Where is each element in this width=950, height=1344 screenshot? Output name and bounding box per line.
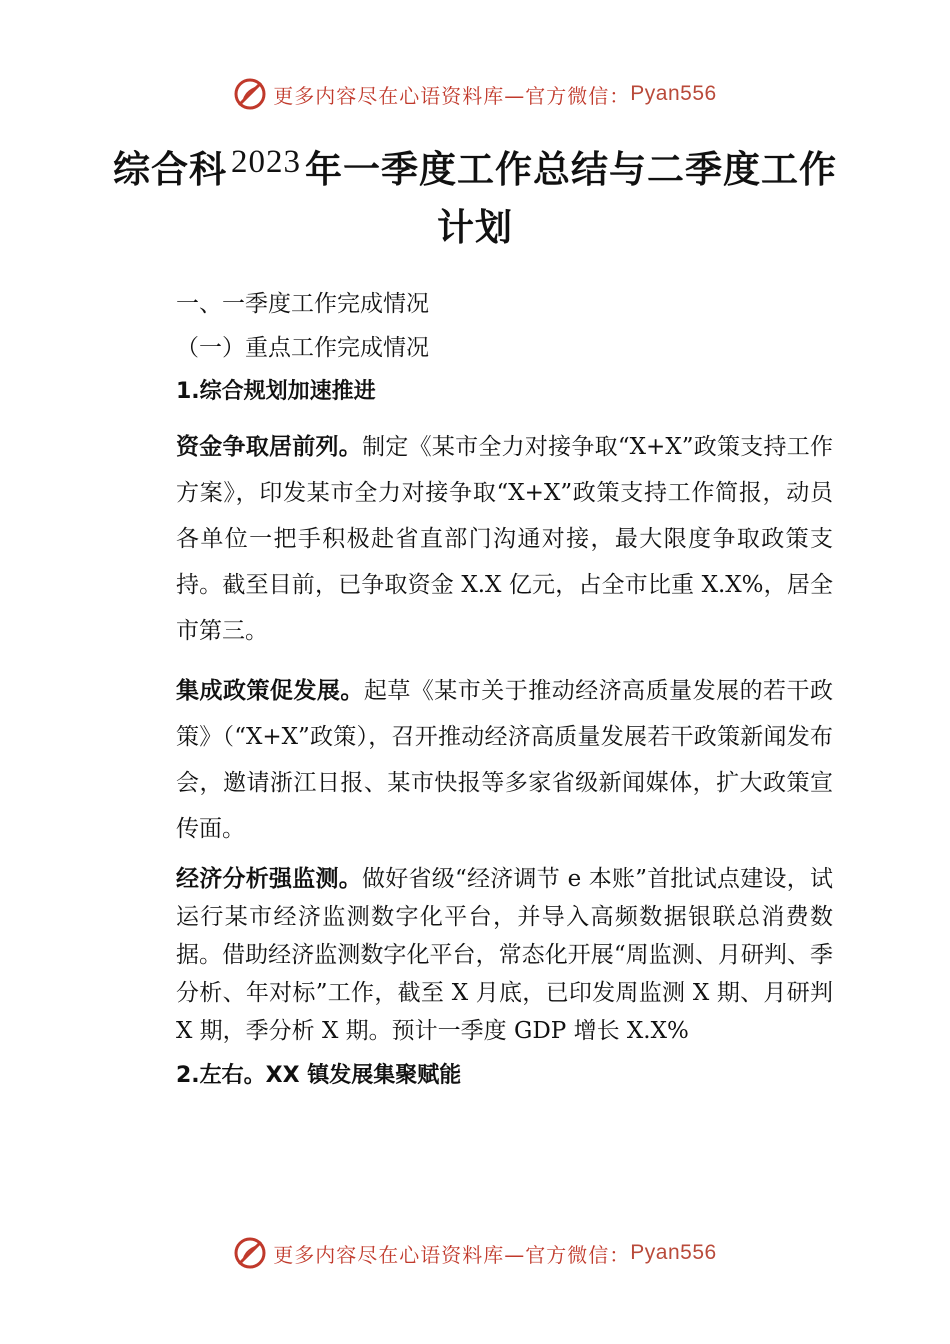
subsection-heading: （一）重点工作完成情况 [176, 335, 429, 361]
watermark-label: 更多内容尽在心语资料库—官方微信： [273, 1242, 631, 1267]
watermark-label: 更多内容尽在心语资料库—官方微信： [273, 83, 631, 108]
paragraph-policy [128, 668, 833, 852]
paragraph-lead: 集成政策促发展。 [176, 678, 364, 704]
watermark-header [0, 74, 950, 114]
section-heading: 一、一季度工作完成情况 [176, 291, 429, 317]
title-year: 2023 [231, 144, 301, 180]
paragraph-text: 起草《某市关于推动经济高质量发展的若干政策》（“X+X”政策），召开推动经济高质量发展若干政策新闻发布会，邀请浙江日报、某市快报等多家省级新闻媒体，扩大政策宣传面。 [176, 678, 834, 842]
watermark-handle: Pyan556 [630, 82, 717, 105]
title-part-2: 年一季度工作总结与二季度工作计划 [305, 148, 837, 249]
brand-logo-icon [233, 77, 267, 111]
paragraph-lead: 资金争取居前列。 [176, 434, 363, 460]
paragraph-text: 制定《某市全力对接争取“X+X”政策支持工作方案》，印发某市全力对接争取“X+X”政策支持工作简报，动员各单位一把手积极赴省直部门沟通对接，最大限度争取政策支持。截至目前，已争取资金 X.X 亿元，占全市比重 X.X%，居全市第三。 [176, 434, 834, 644]
paragraph-monitoring [128, 860, 833, 1050]
watermark-handle: Pyan556 [630, 1241, 717, 1264]
item-heading-2: 2.左右。XX 镇发展集聚赋能 [176, 1063, 462, 1088]
paragraph-lead: 经济分析强监测。 [176, 866, 362, 892]
document-body [128, 282, 833, 1098]
title-part-1: 综合科 [113, 148, 227, 191]
paragraph-text: 做好省级“经济调节 e 本账”首批试点建设，试运行某市经济监测数字化平台，并导入高频数据银联总消费数据。借助经济监测数字化平台，常态化开展“周监测、月研判、季分析、年对标”工作，截至 X 月底，已印发周监测 X 期、月研判 X 期，季分析 X 期。预计一季度 GDP 增长 X.X% [176, 866, 833, 1044]
document-title [110, 142, 840, 255]
paragraph-funding [128, 424, 833, 654]
brand-logo-icon [233, 1236, 267, 1270]
watermark-footer [0, 1233, 950, 1273]
item-heading-1: 1.综合规划加速推进 [176, 379, 376, 404]
